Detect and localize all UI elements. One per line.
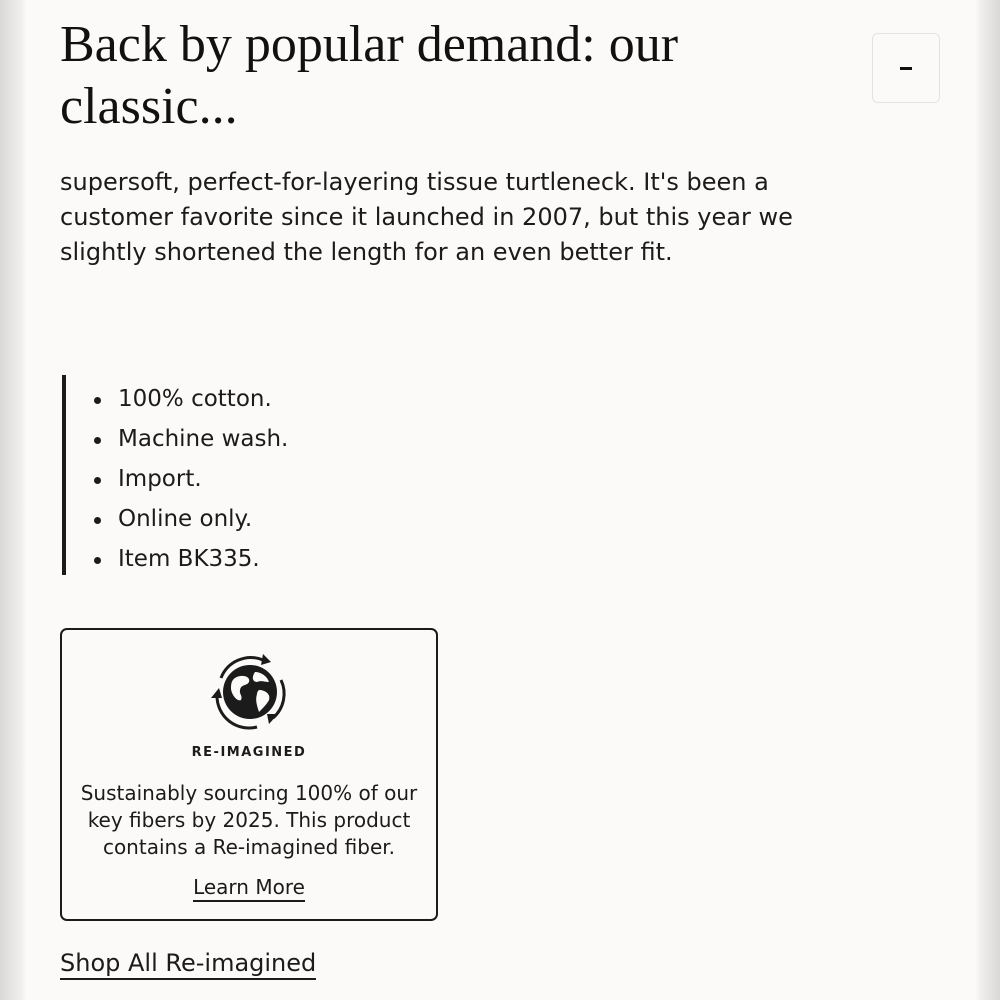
learn-more-link[interactable]: Learn More (193, 875, 305, 902)
product-description-text: supersoft, perfect-for-layering tissue turtleneck. It's been a customer favorite since it launched in 2007, but this year we slightly shortened the length for an even better fit. (60, 168, 793, 266)
sustainability-card (60, 628, 438, 921)
learn-more-container (62, 873, 436, 901)
recycling-globe-icon (207, 648, 293, 734)
collapse-button[interactable] (872, 33, 940, 103)
shop-link-container (60, 946, 316, 980)
feature-item-care: Machine wash. (92, 419, 288, 459)
product-description-heading: Back by popular demand: our classic... (60, 16, 679, 135)
minus-icon (900, 67, 912, 70)
feature-item-availability: Online only. (92, 499, 288, 539)
shop-all-reimagined-link[interactable]: Shop All Re-imagined (60, 949, 316, 980)
feature-item-origin: Import. (92, 459, 288, 499)
sustainability-label: RE-IMAGINED (191, 745, 307, 760)
feature-item-sku: Item BK335. (92, 539, 288, 579)
product-features-list (62, 375, 562, 575)
feature-item-material: 100% cotton. (92, 379, 288, 419)
sustainability-text: Sustainably sourcing 100% of our key fibers by 2025. This product contains a Re-imagined fiber. (80, 781, 418, 859)
